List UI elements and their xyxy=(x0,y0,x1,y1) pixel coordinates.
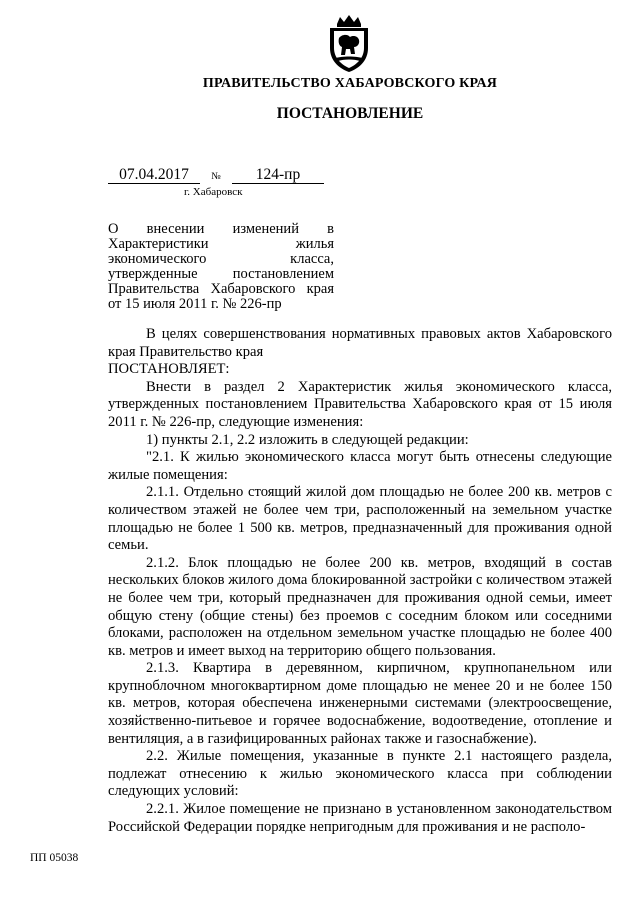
number-sign: № xyxy=(211,171,221,182)
coat-of-arms-icon xyxy=(324,14,374,74)
body-paragraph: 2.1.1. Отдельно стоящий жилой дом площадью не более 200 кв. метров с количеством этажей не более чем три, расположенный на земельном участке площадью не более 1 500 кв. метров, предназначенный для проживания одной семьи. xyxy=(108,484,612,554)
city-label: г. Хабаровск xyxy=(184,186,243,198)
body-paragraph: 2.1.3. Квартира в деревянном, кирпичном, крупнопанельном или крупноблочном многоквартирном доме площадью не менее 20 и не более 150 кв. метров, которая обеспечена инженерными системами (электроосвещение, хозяйственно-питьевое и горячее водоснабжение, водоотведение, отопление и вентиляция, а в газифицированных районах также и газоснабжение). xyxy=(108,660,612,747)
document-number: 124-пр xyxy=(232,166,324,184)
body-paragraph: 2.2.1. Жилое помещение не признано в установленном законодательством Российской Федерации порядке непригодным для проживания и не располо- xyxy=(108,801,612,835)
resolves-heading: ПОСТАНОВЛЯЕТ: xyxy=(108,361,230,378)
document-body xyxy=(108,326,612,836)
document-subject: О внесении изменений в Характеристики жилья экономического класса, утвержденные постановлением Правительства Хабаровского края от 15 июля 2011 г. № 226-пр xyxy=(108,221,334,312)
coat-of-arms-emblem xyxy=(324,14,374,74)
intro-paragraph: В целях совершенствования нормативных правовых актов Хабаровского края Правительство края xyxy=(108,326,612,360)
footer-code: ПП 05038 xyxy=(30,852,79,864)
document-date: 07.04.2017 xyxy=(108,166,200,184)
body-paragraph: 2.2. Жилые помещения, указанные в пункте 2.1 настоящего раздела, подлежат отнесению к жилью экономического класса при соблюдении следующих условий: xyxy=(108,748,612,800)
body-paragraph: "2.1. К жилью экономического класса могут быть отнесены следующие жилые помещения: xyxy=(108,449,612,483)
document-type: ПОСТАНОВЛЕНИЕ xyxy=(276,105,424,122)
government-title: ПРАВИТЕЛЬСТВО ХАБАРОВСКОГО КРАЯ xyxy=(202,76,498,91)
body-paragraph: 1) пункты 2.1, 2.2 изложить в следующей редакции: xyxy=(146,431,469,448)
body-paragraph: 2.1.2. Блок площадью не более 200 кв. метров, входящий в состав нескольких блоков жилого дома блокированной застройки с количеством этажей не более чем три, который предназначен для проживания одной семьи, имеет общую стену (общие стены) без проемов с соседним блоком или соседними блоками, расположен на отдельном земельном участке площадью не более 400 кв. метров и имеет выход на территорию общего пользования. xyxy=(108,554,612,659)
date-number-line xyxy=(108,166,324,184)
body-paragraph: Внести в раздел 2 Характеристик жилья экономического класса, утвержденных постановлением Правительства Хабаровского края от 15 июля 2011 г. № 226-пр, следующие изменения: xyxy=(108,378,612,430)
